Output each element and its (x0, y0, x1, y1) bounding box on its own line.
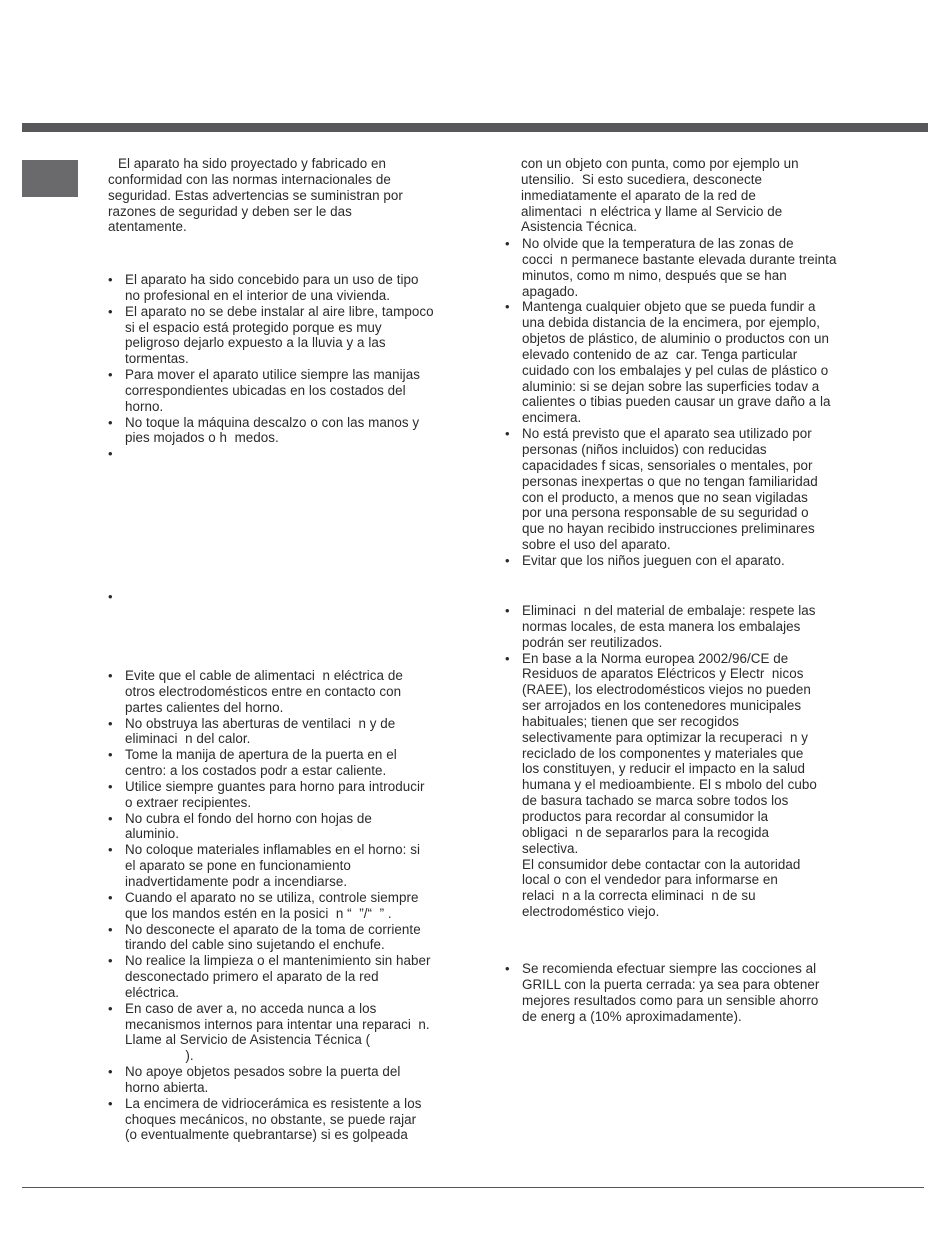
footer-rule (22, 1187, 924, 1188)
bullet-line: los constituyen, y reducir el impacto en la salud (522, 761, 806, 777)
bullet-item (108, 953, 468, 1001)
bullet-line: elevado contenido de az car. Tenga particular (522, 346, 798, 362)
bullet-line: selectiva. (522, 840, 579, 856)
bullet-item (108, 272, 468, 304)
bullet-line: obligaci n de separarlos para la recogida (522, 824, 770, 840)
bullet-line: local o con el vendedor para informarse en (522, 872, 778, 888)
bullet-line: • Eliminaci n del material de embalaje: respete las (522, 603, 816, 618)
bullet-line: o extraer recipientes. (125, 794, 252, 810)
bullet-item (108, 779, 468, 811)
bullet-line: aluminio: si se dejan sobre las superficies todav a (522, 378, 820, 394)
bullet-line: mecanismos internos para intentar una reparaci n. (125, 1016, 430, 1032)
bullet-line: podrán ser reutilizados. (522, 634, 663, 650)
bullet-line: • Utilice siempre guantes para horno para introducir (125, 778, 425, 794)
header-rule (22, 123, 928, 132)
bullet-line: • Evite que el cable de alimentaci n eléctrica de (125, 668, 403, 683)
bullet-line: correspondientes ubicadas en los costados del (125, 382, 406, 398)
bullet-item (108, 747, 468, 779)
bullet-line: partes calientes del horno. (125, 699, 284, 715)
bullet-item (108, 668, 468, 716)
bullet-line: que no hayan recibido instrucciones preliminares (522, 521, 815, 537)
bullet-line: con el producto, a menos que no sean vigiladas (522, 489, 808, 505)
bullet-line: aluminio. (125, 826, 180, 842)
bullet-line: • No desconecte el aparato de la toma de corriente (125, 921, 421, 937)
bullet-list-disposal (505, 603, 865, 920)
bullet-line: GRILL con la puerta cerrada: ya sea para obtener (522, 976, 820, 992)
intro-paragraph (108, 156, 468, 235)
bullet-line: (o eventualmente quebrantarse) si es golpeada (125, 1127, 408, 1143)
intro-line: atentamente. (108, 219, 187, 235)
bullet-item (108, 1001, 468, 1064)
bullet-line: de energ a (10% aproximadamente). (522, 1008, 742, 1024)
bullet-item (108, 842, 468, 890)
bullet-item (108, 1064, 468, 1096)
bullet-line: • No está previsto que el aparato sea utilizado por (522, 426, 812, 442)
bullet-item (505, 236, 865, 299)
bullet-line: humana y el medioambiente. El s mbolo del cubo (522, 777, 817, 793)
bullet-line: habituales; tienen que ser recogidos (522, 713, 739, 729)
bullet-list-energy (505, 961, 865, 1024)
intro-line: razones de seguridad y deben ser le das (108, 203, 352, 219)
bullet-line: eliminaci n del calor. (125, 731, 251, 747)
bullet-line (125, 589, 468, 605)
bullet-line: capacidades f sicas, sensoriales o mentales, por (522, 457, 813, 473)
bullet-item (108, 716, 468, 748)
bullet-item (108, 922, 468, 954)
bullet-item (505, 426, 865, 553)
bullet-line: • No realice la limpieza o el mantenimiento sin haber (125, 953, 431, 969)
bullet-line: cuidado con los embalajes y pel culas de plástico o (522, 362, 829, 378)
bullet-line: • No apoye objetos pesados sobre la puerta del (125, 1064, 401, 1080)
bullet-line: si el espacio está protegido porque es muy (125, 319, 382, 335)
bullet-item (108, 1096, 468, 1144)
intro-line: El aparato ha sido proyectado y fabricado en (118, 156, 386, 171)
bullet-line (125, 446, 468, 462)
bullet-item (108, 304, 468, 367)
bullet-line: horno abierta. (125, 1079, 209, 1095)
bullet-line: eléctrica. (125, 984, 180, 1000)
bullet-line: • Cuando el aparato no se utiliza, controle siempre (125, 889, 419, 905)
bullet-line: de basura tachado se marca sobre todos los (522, 793, 789, 809)
bullet-line: personas inexpertas o que no tengan familiaridad (522, 473, 818, 489)
section-tab (22, 160, 78, 197)
continuation-line: Asistencia Técnica. (521, 219, 638, 235)
bullet-line: tormentas. (125, 351, 189, 367)
bullet-line: • Se recomienda efectuar siempre las cocciones al (522, 961, 817, 976)
bullet-line: reciclado de los componentes y materiales que (522, 745, 804, 761)
bullet-item (108, 589, 468, 605)
bullet-line: peligroso dejarlo expuesto a la lluvia y a las (125, 335, 386, 351)
bullet-line: encimera. (522, 410, 582, 426)
bullet-line: normas locales, de esta manera los embalajes (522, 618, 801, 634)
bullet-line: • El aparato no se debe instalar al aire libre, tampoco (125, 303, 434, 319)
bullet-line: Llame al Servicio de Asistencia Técnica ( (125, 1032, 371, 1048)
bullet-line: choques mecánicos, no obstante, se puede rajar (125, 1111, 417, 1127)
bullet-line: pies mojados o h medos. (125, 430, 279, 446)
bullet-line: electrodoméstico viejo. (522, 904, 660, 920)
continuation-line: utensilio. Si esto sucediera, desconecte (521, 171, 762, 187)
bullet-line: cocci n permanece bastante elevada durante treinta (522, 251, 837, 267)
bullet-line: Residuos de aparatos Eléctricos y Electr nicos (522, 666, 804, 682)
bullet-line: que los mandos estén en la posici n “ ”/“ ” . (125, 905, 392, 921)
bullet-item (505, 299, 865, 426)
bullet-line: tirando del cable sino sujetando el enchufe. (125, 937, 385, 953)
continuation-line: con un objeto con punta, como por ejemplo un (521, 156, 799, 171)
intro-line: conformidad con las normas internacionales de (108, 171, 391, 187)
bullet-line: selectivamente para optimizar la recuperaci n y (522, 729, 808, 745)
bullet-line: • No obstruya las aberturas de ventilaci n y de (125, 715, 396, 731)
bullet-line: relaci n a la correcta eliminaci n de su (522, 888, 756, 904)
bullet-item (505, 553, 865, 569)
bullet-line: • La encimera de vidriocerámica es resistente a los (125, 1095, 422, 1111)
bullet-item (108, 890, 468, 922)
continuation-line: alimentaci n eléctrica y llame al Servicio de (521, 203, 783, 219)
bullet-list-safety (505, 236, 865, 569)
bullet-line: • No toque la máquina descalzo o con las manos y (125, 414, 420, 430)
bullet-line: mejores resultados como para un sensible ahorro (522, 992, 819, 1008)
bullet-line: productos para recordar al consumidor la (522, 808, 769, 824)
bullet-line: apagado. (522, 283, 579, 299)
continuation-line: inmediatamente el aparato de la red de (521, 187, 756, 203)
bullet-item (108, 446, 468, 462)
bullet-line: • Tome la manija de apertura de la puerta en el (125, 747, 397, 763)
bullet-line: • El aparato ha sido concebido para un uso de tipo (125, 272, 419, 287)
bullet-line: calientes o tibias pueden causar un grave daño a la (522, 394, 831, 410)
bullet-line: ). (125, 1048, 194, 1064)
bullet-line: personas (niños incluidos) con reducidas (522, 441, 767, 457)
bullet-item (505, 603, 865, 651)
bullet-item (108, 415, 468, 447)
bullet-line: • No olvide que la temperatura de las zonas de (522, 236, 794, 251)
bullet-line: El consumidor debe contactar con la autoridad (522, 856, 801, 872)
bullet-item (505, 961, 865, 1024)
bullet-line: • Para mover el aparato utilice siempre las manijas (125, 367, 420, 383)
bullet-item (108, 811, 468, 843)
bullet-line: centro: a los costados podr a estar caliente. (125, 763, 387, 779)
bullet-line: ser arrojados en los contenedores municipales (522, 698, 802, 714)
bullet-list-empty (108, 589, 468, 605)
bullet-line: • En base a la Norma europea 2002/96/CE de (522, 650, 789, 666)
bullet-line: por una persona responsable de su seguridad o (522, 505, 809, 521)
bullet-line: horno. (125, 398, 164, 414)
bullet-list-general (108, 272, 468, 462)
bullet-line: desconectado primero el aparato de la red (125, 969, 379, 985)
bullet-line: sobre el uso del aparato. (522, 537, 671, 553)
intro-line: seguridad. Estas advertencias se suministran por (108, 187, 403, 203)
bullet-item (505, 651, 865, 920)
bullet-line: (RAEE), los electrodomésticos viejos no pueden (522, 682, 811, 698)
bullet-line: objetos de plástico, de aluminio o productos con un (522, 331, 830, 347)
bullet-line: no profesional en el interior de una vivienda. (125, 287, 391, 303)
bullet-line: inadvertidamente podr a incendiarse. (125, 873, 348, 889)
bullet-line: • No cubra el fondo del horno con hojas de (125, 810, 372, 826)
bullet-line: • Evitar que los niños jueguen con el aparato. (522, 552, 785, 568)
bullet-line: otros electrodomésticos entre en contacto con (125, 683, 402, 699)
bullet-line: minutos, como m nimo, después que se han (522, 267, 787, 283)
bullet-line: • Mantenga cualquier objeto que se pueda fundir a (522, 299, 816, 315)
bullet-line: • En caso de aver a, no acceda nunca a los (125, 1000, 377, 1016)
bullet-line: una debida distancia de la encimera, por ejemplo, (522, 315, 820, 331)
bullet-item (108, 367, 468, 415)
continuation-paragraph (521, 156, 866, 235)
bullet-line: el aparato se pone en funcionamiento (125, 858, 351, 874)
bullet-list-usage (108, 668, 468, 1143)
bullet-line: • No coloque materiales inflamables en el horno: si (125, 842, 420, 858)
